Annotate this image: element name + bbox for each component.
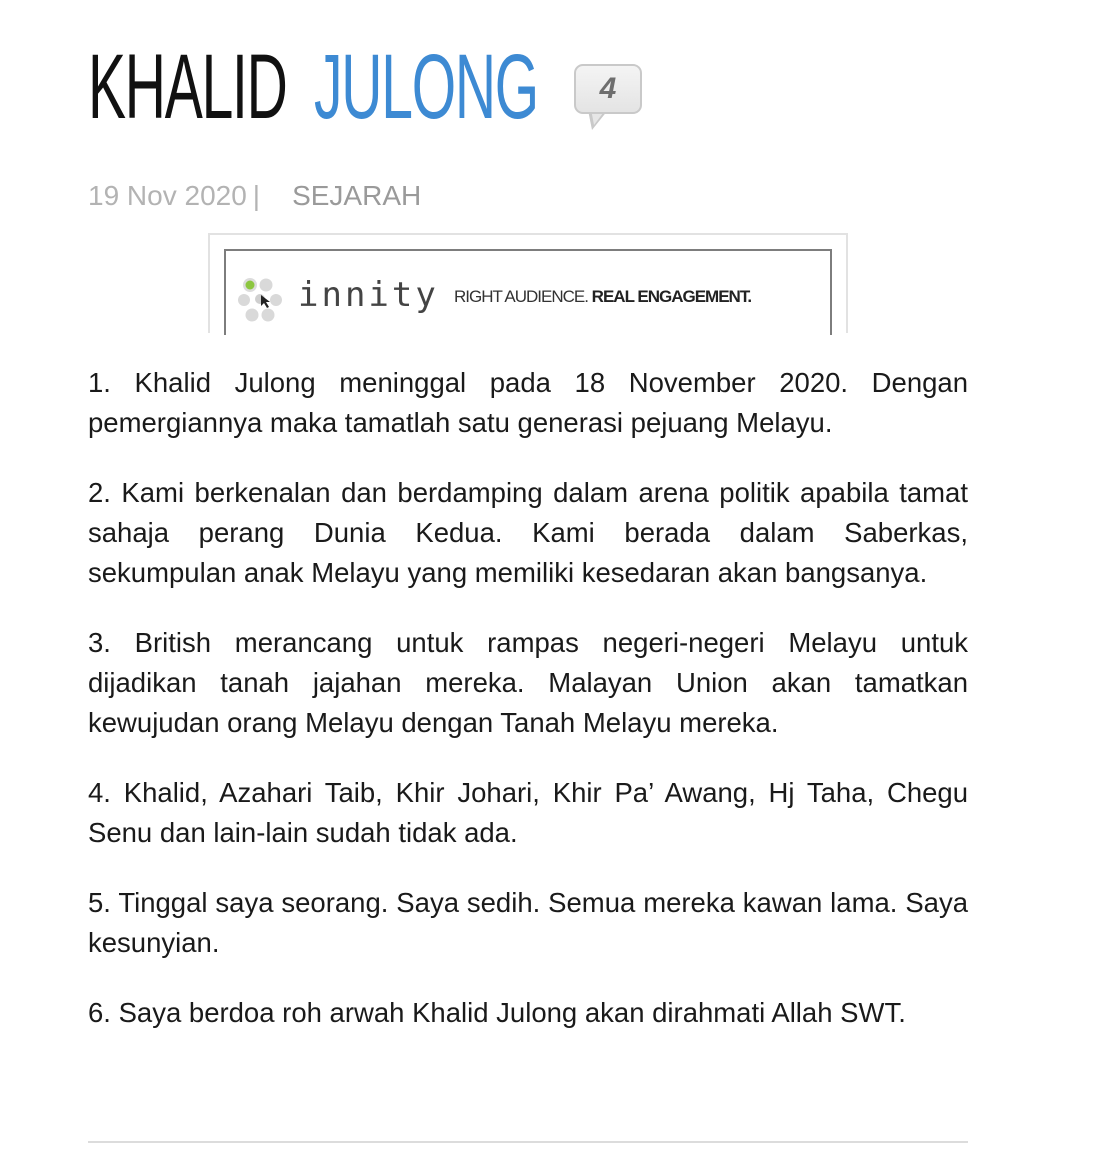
post-category-link[interactable]: SEJARAH <box>292 180 422 211</box>
article-paragraph: 4. Khalid, Azahari Taib, Khir Johari, Khir Pa’ Awang, Hj Taha, Chegu Senu dan lain-lain sudah tidak ada. <box>88 777 968 848</box>
post-date: 19 Nov 2020 <box>88 180 247 211</box>
post-title-first-word[interactable]: KHALID <box>88 36 287 138</box>
post-title-second-word[interactable]: JULONG <box>314 36 538 138</box>
ad-slogan-bold: REAL ENGAGEMENT. <box>591 287 752 306</box>
article-paragraph: 6. Saya berdoa roh arwah Khalid Julong akan dirahmati Allah SWT. <box>88 997 906 1028</box>
comment-count-bubble[interactable] <box>574 64 642 114</box>
article-body <box>88 363 968 1063</box>
post-meta <box>88 180 421 212</box>
advertisement-slogan <box>454 287 751 307</box>
ad-slogan-regular: RIGHT AUDIENCE. <box>454 287 588 306</box>
article-paragraph: 1. Khalid Julong meninggal pada 18 November 2020. Dengan pemergiannya maka tamatlah satu generasi pejuang Melayu. <box>88 367 968 438</box>
advertisement-banner[interactable] <box>208 233 848 333</box>
meta-separator: | <box>252 180 261 211</box>
article-paragraph: 3. British merancang untuk rampas negeri-negeri Melayu untuk dijadikan tanah jajahan mereka. Malayan Union akan tamatkan kewujudan orang Melayu dengan Tanah Melayu mereka. <box>88 627 968 738</box>
comment-count: 4 <box>599 72 617 105</box>
article-paragraph: 2. Kami berkenalan dan berdamping dalam arena politik apabila tamat sahaja perang Dunia Kedua. Kami berada dalam Saberkas, sekumpulan anak Melayu yang memiliki kesedaran akan bangsanya. <box>88 477 968 588</box>
advertiser-brand: innity <box>298 275 439 315</box>
article-end-divider <box>88 1141 968 1143</box>
advertisement-frame[interactable] <box>224 249 832 335</box>
article-paragraph: 5. Tinggal saya seorang. Saya sedih. Semua mereka kawan lama. Saya kesunyian. <box>88 887 968 958</box>
innity-dots-logo-icon <box>238 273 294 329</box>
